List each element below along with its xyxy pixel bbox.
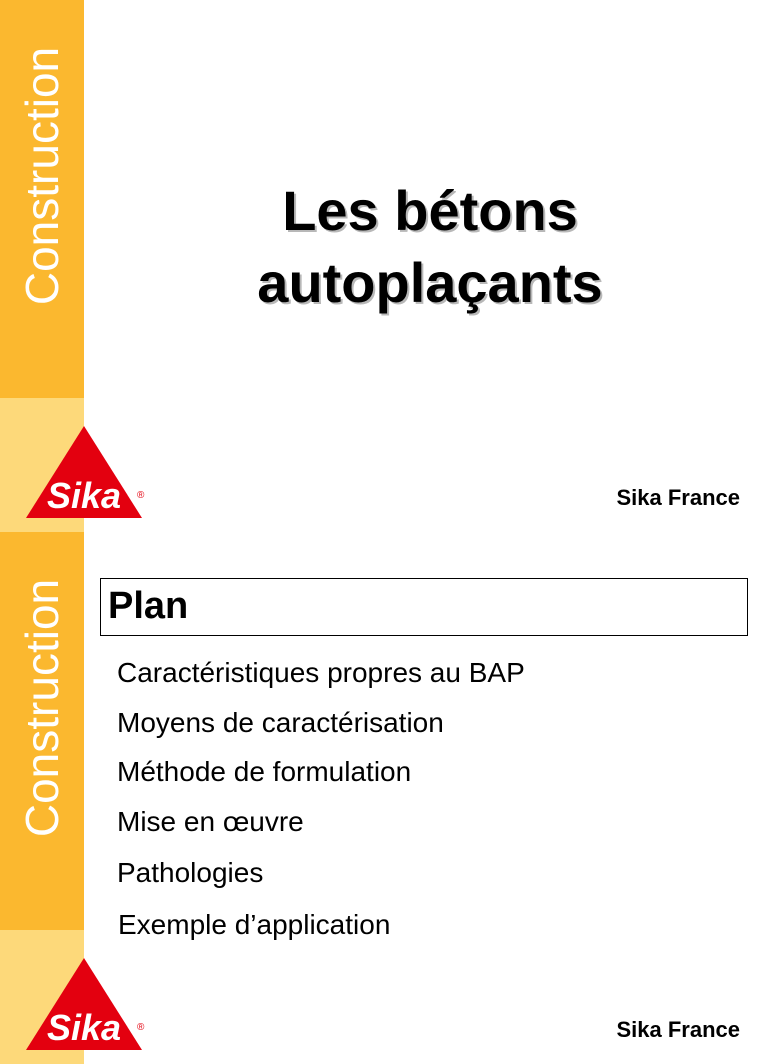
title-line-2: autoplaçants <box>257 251 603 314</box>
company-name: Sika France <box>616 485 740 510</box>
logo-wordmark: Sika <box>46 1007 122 1048</box>
registered-mark: ® <box>137 490 145 501</box>
registered-mark: ® <box>137 1022 145 1033</box>
plan-item-pathologies: Pathologies <box>117 857 264 888</box>
side-label-text: Construction <box>16 578 68 838</box>
company-name: Sika France <box>616 1017 740 1042</box>
plan-heading-box <box>100 578 748 636</box>
logo-wordmark: Sika <box>46 475 122 516</box>
side-label-text: Construction <box>16 46 68 306</box>
plan-heading: Plan <box>108 585 189 627</box>
plan-item-characterization: Moyens de caractérisation <box>117 707 444 738</box>
sika-logo-icon <box>24 424 146 520</box>
plan-item-characteristics: Caractéristiques propres au BAP <box>117 657 525 688</box>
plan-item-formulation: Méthode de formulation <box>117 756 412 787</box>
sika-logo-icon <box>24 956 146 1052</box>
title-line-1: Les bétons <box>282 179 578 242</box>
plan-item-implementation: Mise en œuvre <box>117 806 304 837</box>
plan-slide <box>0 532 768 1064</box>
slide-title <box>150 175 710 319</box>
plan-item-example: Exemple d’application <box>118 909 391 940</box>
